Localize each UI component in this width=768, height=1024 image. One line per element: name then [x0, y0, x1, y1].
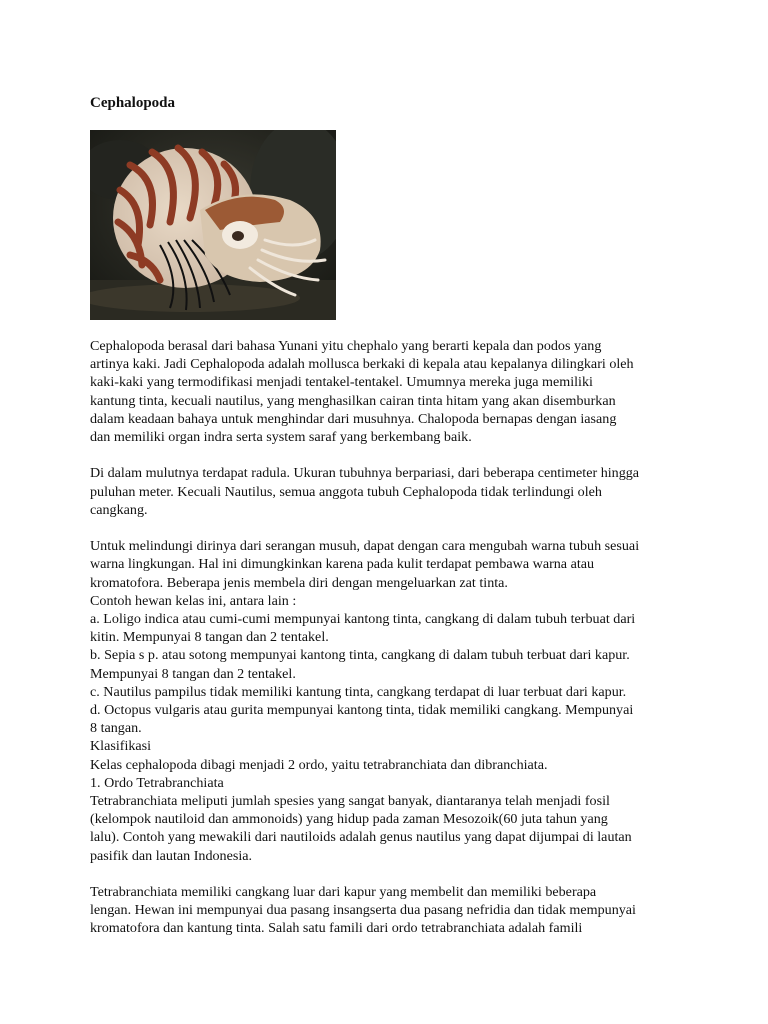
text-line: cangkang. [90, 501, 148, 518]
text-line: kromatofora. Beberapa jenis membela diri dengan mengeluarkan zat tinta. [90, 574, 508, 591]
text-line: pasifik dan lautan Indonesia. [90, 847, 253, 864]
text-line: lalu). Contoh yang mewakili dari nautiloids adalah genus nautilus yang dapat dijumpai di lautan [90, 829, 632, 846]
text-line: Tetrabranchiata memiliki cangkang luar dari kapur yang membelit dan memiliki beberapa [90, 884, 597, 901]
text-line: Klasifikasi [90, 738, 152, 755]
paragraph-gap [90, 446, 690, 464]
text-line: dalam keadaan bahaya untuk menghindar dari musuhnya. Chalopoda bernapas dengan iasang [90, 410, 617, 427]
text-line: puluhan meter. Kecuali Nautilus, semua anggota tubuh Cephalopoda tidak terlindungi oleh [90, 483, 602, 500]
text-line: kromatofora dan kantung tinta. Salah satu famili dari ordo tetrabranchiata adalah famili [90, 920, 583, 937]
text-line: 1. Ordo Tetrabranchiata [90, 774, 224, 791]
text-line: artinya kaki. Jadi Cephalopoda adalah mollusca berkaki di kepala atau kepalanya dilingkari oleh [90, 356, 634, 373]
text-line: Contoh hewan kelas ini, antara lain : [90, 592, 297, 609]
text-line: c. Nautilus pampilus tidak memiliki kantung tinta, cangkang terdapat di luar terbuat dari kapur. [90, 683, 627, 700]
text-line: kitin. Mempunyai 8 tangan dan 2 tentakel. [90, 629, 329, 646]
text-line: a. Loligo indica atau cumi-cumi mempunyai kantong tinta, cangkang di dalam tubuh terbuat dari [90, 611, 636, 628]
text-line: (kelompok nautiloid dan ammonoids) yang hidup pada zaman Mesozoik(60 juta tahun yang [90, 811, 608, 828]
text-line: b. Sepia s p. atau sotong mempunyai kantong tinta, cangkang di dalam tubuh terbuat dari kapur. [90, 647, 630, 664]
text-line: d. Octopus vulgaris atau gurita mempunyai kantong tinta, tidak memiliki cangkang. Mempunyai [90, 702, 634, 719]
document-title: Cephalopoda [90, 95, 176, 111]
document-body [90, 337, 690, 938]
paragraph-gap [90, 519, 690, 537]
text-line: dan memiliki organ indra serta system saraf yang berkembang baik. [90, 429, 472, 446]
text-line: Kelas cephalopoda dibagi menjadi 2 ordo, yaitu tetrabranchiata dan dibranchiata. [90, 756, 548, 773]
paragraph [90, 537, 690, 865]
nautilus-photo [90, 130, 336, 320]
text-line: Cephalopoda berasal dari bahasa Yunani yitu chephalo yang berarti kepala dan podos yang [90, 338, 602, 354]
paragraph [90, 464, 690, 519]
paragraph-gap [90, 865, 690, 883]
text-line: Di dalam mulutnya terdapat radula. Ukuran tubuhnya berpariasi, dari beberapa centimeter hingga [90, 465, 640, 482]
paragraph [90, 883, 690, 938]
text-line: lengan. Hewan ini mempunyai dua pasang insangserta dua pasang nefridia dan tidak mempunyai [90, 902, 636, 919]
text-line: kaki-kaki yang termodifikasi menjadi tentakel-tentakel. Umumnya mereka juga memiliki [90, 374, 593, 391]
text-line: kantung tinta, kecuali nautilus, yang menghasilkan cairan tinta hitam yang akan disemburkan [90, 392, 616, 409]
text-line: Mempunyai 8 tangan dan 2 tentakel. [90, 665, 296, 682]
text-line: 8 tangan. [90, 720, 142, 737]
text-line: Tetrabranchiata meliputi jumlah spesies yang sangat banyak, diantaranya telah menjadi fosil [90, 793, 610, 810]
text-line: warna lingkungan. Hal ini dimungkinkan karena pada kulit terdapat pembawa warna atau [90, 556, 595, 573]
paragraph [90, 337, 690, 446]
text-line: Untuk melindungi dirinya dari serangan musuh, dapat dengan cara mengubah warna tubuh sesuai [90, 538, 640, 555]
